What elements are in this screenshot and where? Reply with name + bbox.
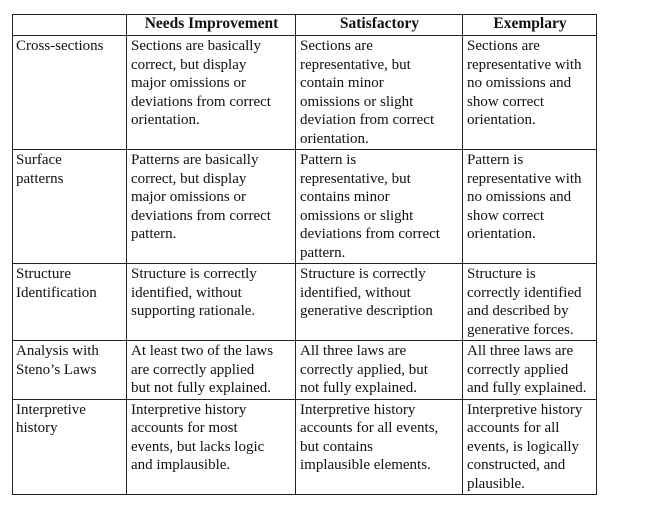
cell-line: Sections are bbox=[300, 38, 373, 54]
cell-line: orientation. bbox=[300, 130, 369, 147]
cell-line: events, is logically bbox=[467, 438, 580, 455]
rubric-body bbox=[13, 36, 597, 495]
cell-line: plausible. bbox=[467, 475, 525, 492]
cell-line: implausible elements. bbox=[300, 457, 431, 473]
needs-improvement-cell bbox=[127, 399, 296, 495]
cell-line: Patterns are basically bbox=[131, 152, 259, 168]
table-row bbox=[13, 150, 597, 264]
criterion-cell bbox=[13, 399, 127, 495]
needs-improvement-cell bbox=[127, 36, 296, 150]
criterion-cell bbox=[13, 36, 127, 150]
table-row bbox=[13, 264, 597, 341]
cell-line: deviations from correct bbox=[131, 93, 271, 110]
cell-line: Analysis with bbox=[16, 343, 99, 359]
cell-line: omissions or slight bbox=[300, 93, 414, 110]
cell-line: events, but lacks logic bbox=[131, 438, 265, 455]
cell-line: Sections are bbox=[467, 38, 540, 54]
satisfactory-cell bbox=[296, 150, 463, 264]
cell-line: and implausible. bbox=[131, 457, 231, 473]
cell-line: Pattern is bbox=[467, 152, 524, 168]
cell-line: correctly applied, but bbox=[300, 361, 428, 378]
cell-line: All three laws are bbox=[300, 343, 407, 359]
cell-line: Structure is correctly bbox=[131, 266, 257, 282]
cell-line: and described by bbox=[467, 303, 569, 319]
cell-line: deviation from correct bbox=[300, 112, 435, 128]
cell-line: accounts for all bbox=[467, 420, 560, 436]
cell-line: orientation. bbox=[131, 112, 200, 128]
cell-line: contains minor bbox=[300, 189, 390, 205]
cell-line: constructed, and bbox=[467, 457, 566, 473]
needs-improvement-cell bbox=[127, 264, 296, 341]
cell-line: deviations from correct bbox=[300, 226, 440, 242]
criterion-cell bbox=[13, 150, 127, 264]
cell-line: but contains bbox=[300, 438, 373, 455]
satisfactory-cell bbox=[296, 36, 463, 150]
cell-line: identified, without bbox=[131, 284, 242, 301]
cell-line: orientation. bbox=[467, 112, 536, 128]
cell-line: Interpretive bbox=[16, 401, 86, 418]
header-needs-improvement: Needs Improvement bbox=[127, 15, 296, 36]
cell-line: major omissions or bbox=[131, 75, 246, 91]
cell-line: no omissions and bbox=[467, 189, 572, 205]
cell-line: pattern. bbox=[131, 226, 177, 242]
cell-line: but not fully explained. bbox=[131, 380, 271, 396]
table-row bbox=[13, 399, 597, 495]
exemplary-cell bbox=[463, 264, 597, 341]
cell-line: Steno’s Laws bbox=[16, 361, 97, 378]
cell-line: contain minor bbox=[300, 75, 384, 91]
criterion-cell bbox=[13, 341, 127, 400]
cell-line: not fully explained. bbox=[300, 380, 418, 396]
cell-line: generative forces. bbox=[467, 321, 574, 338]
cell-line: patterns bbox=[16, 170, 64, 187]
cell-line: Structure is bbox=[467, 266, 536, 282]
exemplary-cell bbox=[463, 150, 597, 264]
header-corner bbox=[13, 15, 127, 36]
cell-line: identified, without bbox=[300, 284, 411, 301]
exemplary-cell bbox=[463, 36, 597, 150]
cell-line: Cross-sections bbox=[16, 38, 104, 54]
cell-line: representative with bbox=[467, 170, 582, 187]
cell-line: Interpretive history bbox=[467, 401, 583, 418]
satisfactory-cell bbox=[296, 341, 463, 400]
cell-line: correctly applied bbox=[467, 361, 569, 378]
cell-line: Structure bbox=[16, 266, 71, 282]
cell-line: Pattern is bbox=[300, 152, 357, 168]
cell-line: are correctly applied bbox=[131, 361, 255, 378]
cell-line: omissions or slight bbox=[300, 207, 414, 224]
satisfactory-cell bbox=[296, 264, 463, 341]
cell-line: At least two of the laws bbox=[131, 343, 274, 359]
cell-line: major omissions or bbox=[131, 189, 246, 205]
cell-line: Interpretive history bbox=[300, 401, 416, 418]
cell-line: Surface bbox=[16, 152, 62, 168]
cell-line: Interpretive history bbox=[131, 401, 247, 418]
header-exemplary: Exemplary bbox=[463, 15, 597, 36]
satisfactory-cell bbox=[296, 399, 463, 495]
cell-line: accounts for all events, bbox=[300, 420, 439, 436]
cell-line: correct, but display bbox=[131, 170, 247, 187]
cell-line: correctly identified bbox=[467, 284, 582, 301]
cell-line: representative, but bbox=[300, 56, 411, 73]
cell-line: Sections are basically bbox=[131, 38, 261, 54]
exemplary-cell bbox=[463, 341, 597, 400]
cell-line: no omissions and bbox=[467, 75, 572, 91]
cell-line: representative with bbox=[467, 56, 582, 73]
exemplary-cell bbox=[463, 399, 597, 495]
table-row bbox=[13, 341, 597, 400]
cell-line: history bbox=[16, 420, 58, 436]
header-satisfactory: Satisfactory bbox=[296, 15, 463, 36]
cell-line: show correct bbox=[467, 93, 545, 110]
needs-improvement-cell bbox=[127, 150, 296, 264]
cell-line: pattern. bbox=[300, 244, 346, 261]
cell-line: show correct bbox=[467, 207, 545, 224]
cell-line: representative, but bbox=[300, 170, 411, 187]
header-row bbox=[13, 15, 597, 36]
cell-line: Identification bbox=[16, 284, 97, 301]
rubric-table bbox=[12, 14, 597, 495]
cell-line: accounts for most bbox=[131, 420, 238, 436]
cell-line: deviations from correct bbox=[131, 207, 271, 224]
cell-line: Structure is correctly bbox=[300, 266, 426, 282]
needs-improvement-cell bbox=[127, 341, 296, 400]
cell-line: generative description bbox=[300, 303, 433, 319]
table-row bbox=[13, 36, 597, 150]
cell-line: orientation. bbox=[467, 226, 536, 242]
cell-line: correct, but display bbox=[131, 56, 247, 73]
criterion-cell bbox=[13, 264, 127, 341]
cell-line: and fully explained. bbox=[467, 380, 587, 396]
cell-line: All three laws are bbox=[467, 343, 574, 359]
cell-line: supporting rationale. bbox=[131, 303, 256, 319]
